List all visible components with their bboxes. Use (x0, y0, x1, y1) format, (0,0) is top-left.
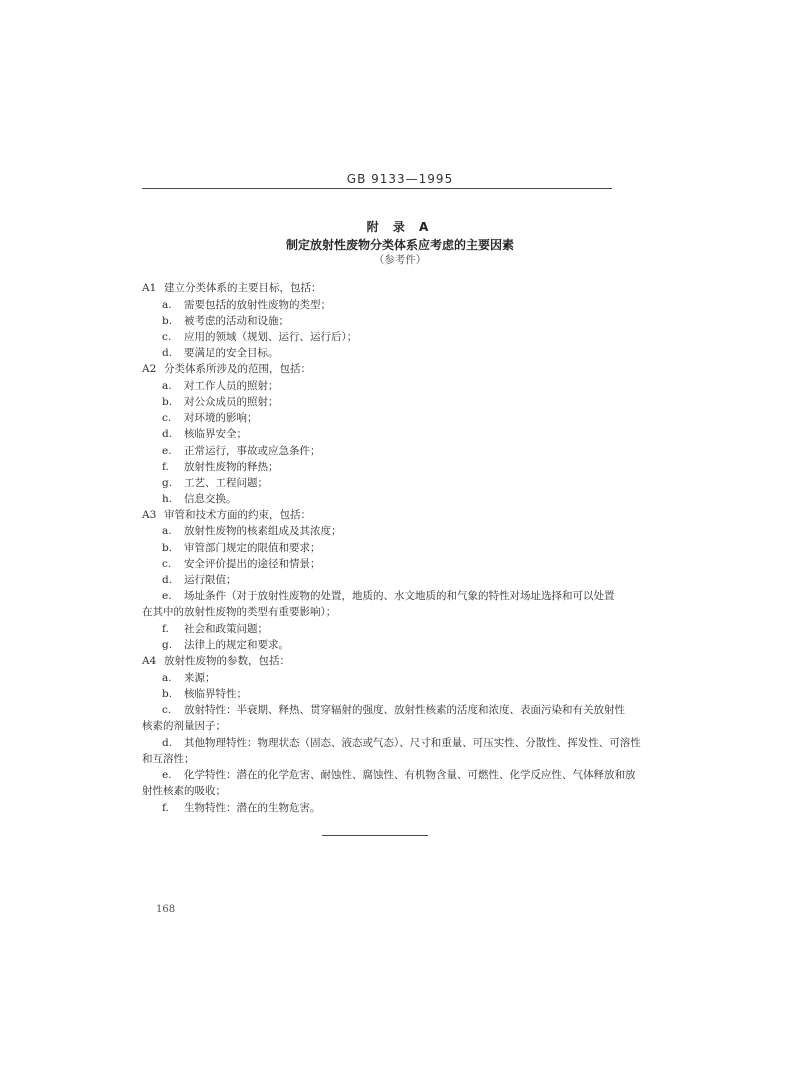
item-mark: b. (162, 315, 173, 327)
item-mark: h. (162, 493, 173, 505)
item-text: 放射性废物的释热； (184, 461, 279, 473)
list-item (162, 459, 279, 474)
item-mark: c. (162, 558, 172, 570)
item-text: 工艺、工程问题； (184, 477, 268, 489)
item-mark: d. (162, 574, 173, 586)
appendix-note: （参考件） (373, 254, 427, 266)
item-text: 被考虑的活动和设施； (184, 315, 289, 327)
item-text: 核临界安全； (184, 428, 247, 440)
item-mark: b. (162, 688, 173, 700)
section-heading (142, 280, 322, 295)
section-code: A4 (142, 655, 157, 667)
list-item (162, 800, 321, 815)
item-text: 要满足的安全目标。 (184, 347, 279, 359)
item-text: 信息交换。 (184, 493, 237, 505)
header-rule (142, 188, 612, 189)
list-item (162, 329, 357, 344)
item-mark: g. (162, 639, 173, 651)
item-mark: d. (162, 347, 173, 359)
item-mark: f. (162, 461, 169, 473)
item-text: 放射性废物的核素组成及其浓度； (184, 525, 342, 537)
list-item (162, 540, 321, 555)
list-item (162, 410, 258, 425)
item-mark: e. (162, 590, 172, 602)
item-text: 应用的领域（规划、运行、运行后）； (184, 331, 358, 343)
item-text: 其他物理特性：物理状态（固态、液态或气态）、尺寸和重量、可压实性、分散性、挥发性、可溶性 (184, 737, 641, 749)
item-text: 正常运行，事故或应急条件； (184, 445, 321, 457)
list-item (162, 588, 615, 603)
item-text: 社会和政策问题； (184, 623, 268, 635)
list-item (162, 523, 342, 538)
item-mark: f. (162, 802, 169, 814)
item-text: 对工作人员的照射； (184, 380, 279, 392)
list-item (162, 670, 216, 685)
standard-code: GB 9133—1995 (346, 172, 454, 186)
item-continuation: 在其中的放射性废物的类型有重要影响）； (142, 606, 337, 618)
item-mark: c. (162, 331, 172, 343)
item-text: 核临界特性； (184, 688, 247, 700)
item-text: 法律上的规定和要求。 (184, 639, 289, 651)
list-item (162, 702, 625, 717)
list-item (162, 443, 321, 458)
appendix-label: 附 录 A (366, 220, 434, 234)
section-text: 分类体系所涉及的范围，包括： (164, 363, 311, 375)
item-continuation: 射性核素的吸收； (142, 785, 226, 797)
list-item (162, 767, 636, 782)
list-item (162, 637, 289, 652)
item-continuation: 核素的剂量因子； (142, 720, 226, 732)
appendix-title: 制定放射性废物分类体系应考虑的主要因素 (285, 238, 514, 252)
list-item (162, 491, 237, 506)
list-item (162, 313, 289, 328)
section-code: A2 (142, 363, 157, 375)
item-mark: c. (162, 704, 172, 716)
item-mark: a. (162, 525, 172, 537)
section-text: 审管和技术方面的约束，包括： (164, 509, 311, 521)
section-code: A3 (142, 509, 157, 521)
section-text: 建立分类体系的主要目标，包括： (164, 282, 322, 294)
item-mark: d. (162, 428, 173, 440)
item-text: 来源； (184, 672, 216, 684)
item-text: 需要包括的放射性废物的类型； (184, 299, 331, 311)
item-text: 审管部门规定的限值和要求； (184, 542, 321, 554)
item-continuation: 和互溶性； (142, 753, 195, 765)
item-mark: a. (162, 672, 172, 684)
list-item (162, 345, 279, 360)
section-heading (142, 507, 311, 522)
item-mark: g. (162, 477, 173, 489)
list-item (162, 426, 247, 441)
item-text: 场址条件（对于放射性废物的处置，地质的、水文地质的和气象的特性对场址选择和可以处置 (184, 590, 615, 602)
item-text: 安全评价提出的途径和情景； (184, 558, 321, 570)
section-heading (142, 653, 290, 668)
item-text: 对环境的影响； (184, 412, 258, 424)
section-heading (142, 361, 311, 376)
end-rule (322, 835, 428, 836)
item-mark: d. (162, 737, 173, 749)
item-mark: a. (162, 299, 172, 311)
list-item (162, 572, 237, 587)
list-item (162, 621, 268, 636)
page-number: 168 (156, 904, 176, 915)
item-mark: b. (162, 542, 173, 554)
item-mark: e. (162, 445, 172, 457)
item-text: 放射特性：半衰期、释热、贯穿辐射的强度、放射性核素的活度和浓度、表面污染和有关放射性 (184, 704, 625, 716)
item-mark: b. (162, 396, 173, 408)
item-text: 生物特性：潜在的生物危害。 (184, 802, 321, 814)
item-text: 对公众成员的照射； (184, 396, 279, 408)
item-text: 运行限值； (184, 574, 237, 586)
section-code: A1 (142, 282, 157, 294)
list-item (162, 378, 279, 393)
list-item (162, 475, 268, 490)
list-item (162, 686, 247, 701)
list-item (162, 735, 641, 750)
item-mark: e. (162, 769, 172, 781)
item-mark: c. (162, 412, 172, 424)
list-item (162, 297, 331, 312)
list-item (162, 556, 321, 571)
list-item (162, 394, 279, 409)
item-mark: a. (162, 380, 172, 392)
section-text: 放射性废物的参数，包括： (164, 655, 290, 667)
item-mark: f. (162, 623, 169, 635)
item-text: 化学特性：潜在的化学危害、耐蚀性、腐蚀性、有机物含量、可燃性、化学反应性、气体释放和放 (184, 769, 636, 781)
